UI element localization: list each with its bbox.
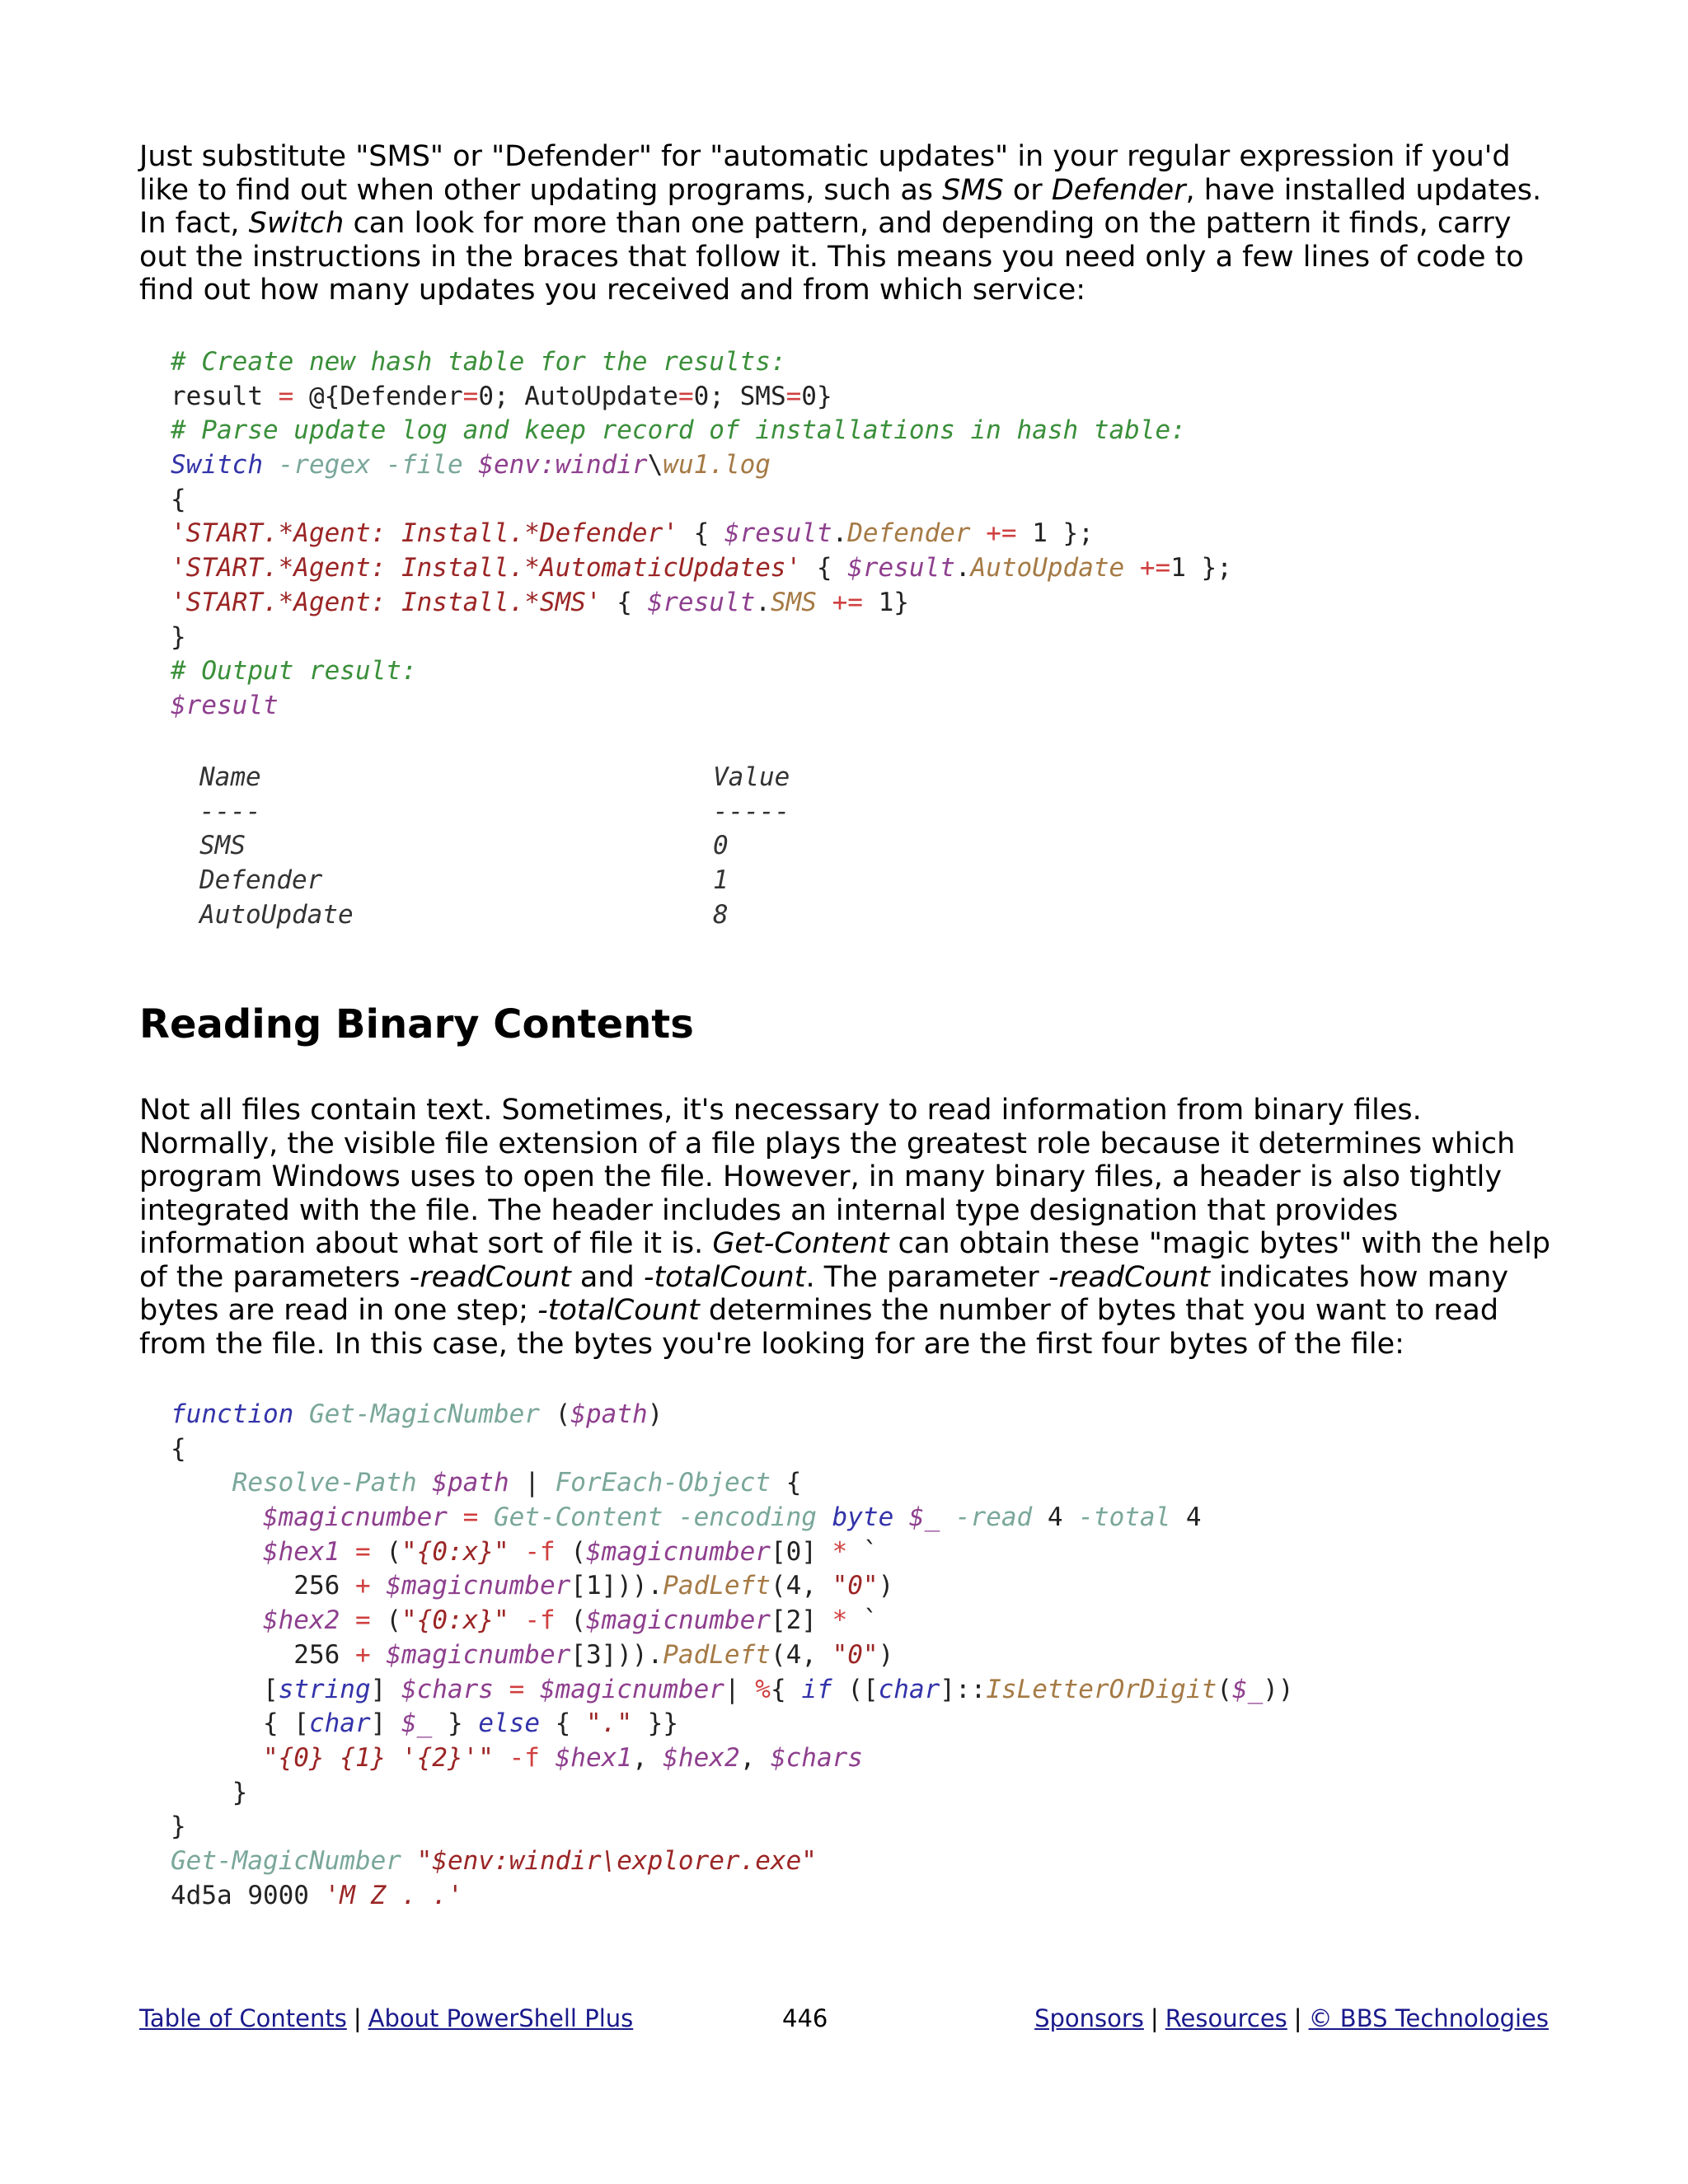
italic-term: -readCount xyxy=(1048,1260,1210,1294)
code-line xyxy=(171,654,1232,689)
code-line: { [char] $_ } else { "." }} xyxy=(171,1708,678,1739)
code-line: Switch -regex -file $env:windir\wu1.log xyxy=(171,450,771,480)
table-row xyxy=(199,898,790,933)
section-heading: Reading Binary Contents xyxy=(139,1001,694,1047)
text-run: . The parameter xyxy=(805,1260,1048,1294)
output-separator xyxy=(199,795,790,830)
code-line: { xyxy=(171,1433,186,1464)
code-line: $hex1 = ("{0:x}" -f ($magicnumber[0] * ` xyxy=(262,1536,879,1567)
text-run: determines the number of bytes that you want to read from the file. In this case, the bytes you're looking for are the first four bytes of the file: xyxy=(139,1294,1499,1361)
code-line: result = @{Defender=0; AutoUpdate=0; SMS=0} xyxy=(171,381,832,411)
resources-link[interactable]: Resources xyxy=(1165,2004,1287,2032)
code-line: $result xyxy=(171,690,279,720)
italic-term: Get-Content xyxy=(712,1227,889,1260)
about-powershell-plus-link[interactable]: About PowerShell Plus xyxy=(368,2004,634,2032)
text-run: indicates how many bytes are read in one step; xyxy=(139,1260,1509,1327)
code-block-switch xyxy=(171,345,1232,724)
code-line: } xyxy=(171,1777,248,1807)
text-run: can obtain these "magic bytes" with the help of the parameters xyxy=(139,1227,1551,1294)
code-line: $magicnumber = Get-Content -encoding byte $_ -read 4 -total 4 xyxy=(262,1502,1202,1533)
code-comment: # Output result: xyxy=(171,656,417,687)
binary-paragraph xyxy=(139,1094,1557,1361)
text-run: , have installed updates. In fact, xyxy=(139,173,1542,240)
separator-name: ---- xyxy=(199,796,261,827)
code-comment: # Create new hash table for the results: xyxy=(171,347,786,377)
table-row xyxy=(199,829,790,864)
code-line: } xyxy=(171,1811,186,1842)
code-line: $hex2 = ("{0:x}" -f ($magicnumber[2] * ` xyxy=(262,1605,879,1636)
code-line: 256 + $magicnumber[3])).PadLeft(4, "0") xyxy=(171,1639,894,1670)
output-header xyxy=(199,761,790,795)
code-line: function Get-MagicNumber ($path) xyxy=(171,1399,663,1429)
code-line: 'START.*Agent: Install.*Defender' { $result.Defender += 1 }; xyxy=(171,518,1094,549)
page-number: 446 xyxy=(782,2004,828,2032)
separator: | xyxy=(1150,2004,1159,2032)
text-run: Just substitute "SMS" or "Defender" for "automatic updates" in your regular expression if you'd like to find out when other updating programs, such as xyxy=(139,140,1511,207)
code-block-magic-number xyxy=(171,1398,1294,1913)
output-table xyxy=(199,761,790,932)
footer-right-links xyxy=(1034,2004,1549,2032)
italic-term: -totalCount xyxy=(643,1260,806,1294)
separator-value: ----- xyxy=(713,796,790,827)
cell-name: AutoUpdate xyxy=(199,899,354,930)
italic-term: SMS xyxy=(942,173,1004,207)
column-header-value: Value xyxy=(713,762,790,792)
footer-left-links xyxy=(139,2004,633,2032)
italic-term: -totalCount xyxy=(537,1294,700,1327)
cell-value: 8 xyxy=(713,899,729,930)
code-line: 4d5a 9000 'M Z . .' xyxy=(171,1880,463,1910)
code-line: } xyxy=(171,621,186,652)
text-run: and xyxy=(570,1260,644,1294)
table-row xyxy=(199,864,790,898)
code-line: Get-MagicNumber "$env:windir\explorer.exe" xyxy=(171,1845,817,1876)
text-run: Not all files contain text. Sometimes, it's necessary to read information from binary files. Normally, the visible file extension of a file plays the greatest role because it determines which program Windows uses to open the file. However, in many binary files, a header is also tightly integrated with the file. The header includes an internal type designation that provides information about what sort of file it is. xyxy=(139,1094,1516,1260)
bbs-technologies-link[interactable]: © BBS Technologies xyxy=(1308,2004,1549,2032)
cell-name: SMS xyxy=(199,831,246,861)
code-line: 'START.*Agent: Install.*SMS' { $result.SMS += 1} xyxy=(171,587,909,617)
code-line: 'START.*Agent: Install.*AutomaticUpdates' { $result.AutoUpdate +=1 }; xyxy=(171,553,1232,583)
text-run: or xyxy=(1003,173,1052,207)
intro-paragraph xyxy=(139,140,1557,307)
cell-value: 1 xyxy=(713,865,729,896)
separator: | xyxy=(353,2004,362,2032)
italic-term: -readCount xyxy=(409,1260,571,1294)
code-comment: # Parse update log and keep record of installations in hash table: xyxy=(171,415,1186,446)
code-line xyxy=(171,345,1232,380)
code-line: "{0} {1} '{2}'" -f $hex1, $hex2, $chars xyxy=(262,1742,863,1773)
column-header-name: Name xyxy=(199,762,261,792)
table-of-contents-link[interactable]: Table of Contents xyxy=(139,2004,347,2032)
text-run: can look for more than one pattern, and depending on the pattern it finds, carry out the instructions in the braces that follow it. This means you need only a few lines of code to find out how many updates you received and from which service: xyxy=(139,207,1524,307)
cell-value: 0 xyxy=(713,831,729,861)
italic-term: Switch xyxy=(248,207,345,240)
code-line: [string] $chars = $magicnumber| %{ if ([char]::IsLetterOrDigit($_)) xyxy=(171,1674,1294,1704)
code-line: Resolve-Path $path | ForEach-Object { xyxy=(232,1468,802,1498)
code-line: { xyxy=(171,484,186,514)
code-line: 256 + $magicnumber[1])).PadLeft(4, "0") xyxy=(171,1571,894,1601)
separator: | xyxy=(1293,2004,1302,2032)
italic-term: Defender xyxy=(1051,173,1186,207)
code-line xyxy=(171,414,1232,448)
cell-name: Defender xyxy=(199,865,323,896)
sponsors-link[interactable]: Sponsors xyxy=(1034,2004,1144,2032)
